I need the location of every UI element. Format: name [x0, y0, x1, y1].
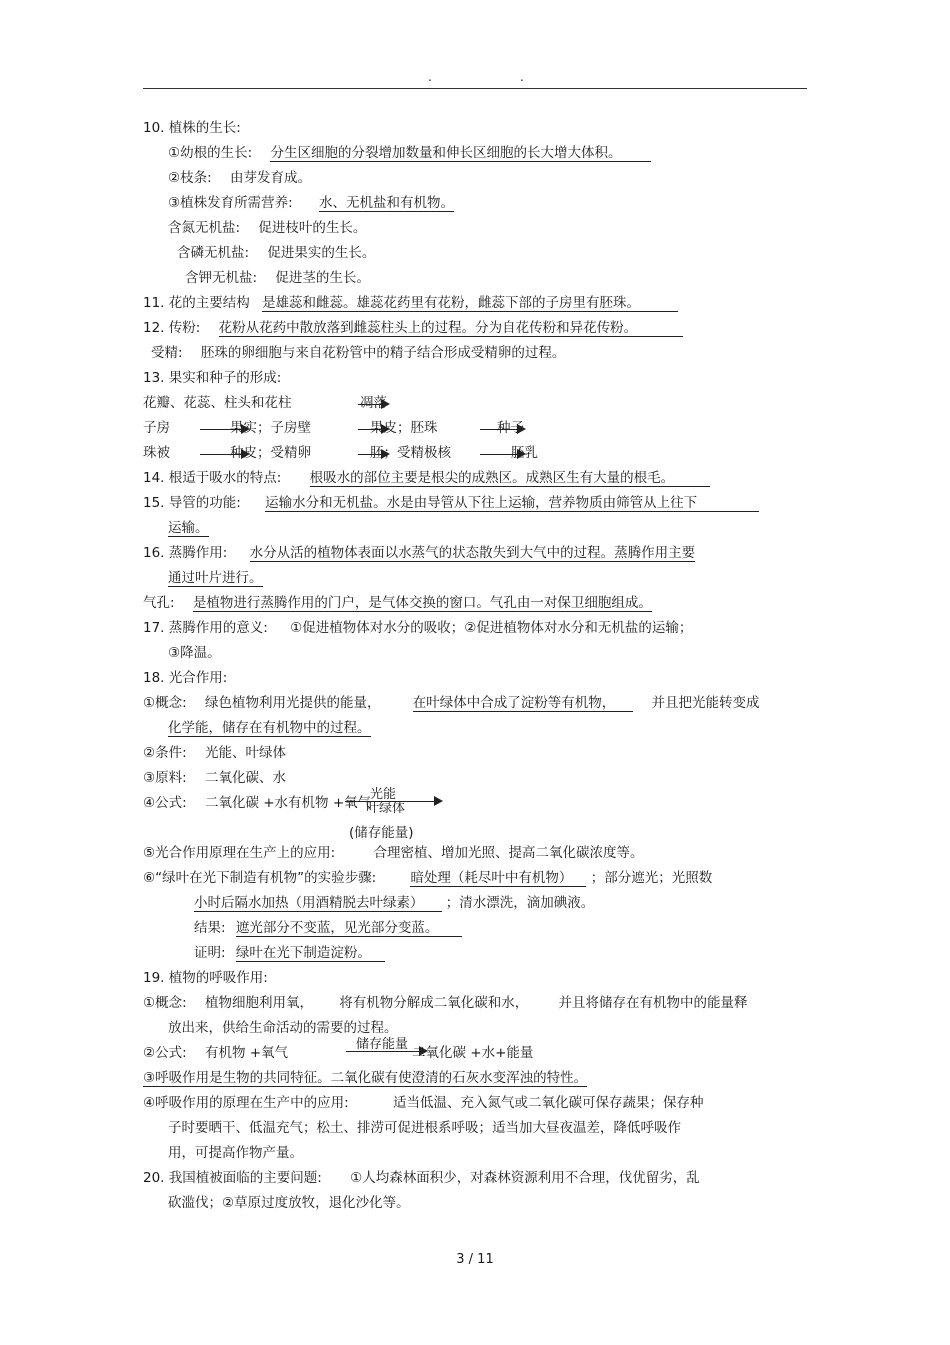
resp-application-cont-2: 用，可提高作物产量。: [168, 1145, 303, 1161]
stoma-line: [143, 594, 652, 612]
section-12-label: 12. 传粉:: [143, 320, 201, 336]
section-10-heading: 10. 植株的生长:: [143, 120, 241, 136]
ps-formula-text: 二氧化碳 +水有机物 +氧气: [204, 795, 372, 811]
page-number: 3 / 11: [456, 1252, 494, 1267]
branch-label: ②枝条:: [168, 170, 212, 186]
potassium-label: 含钾无机盐:: [185, 270, 258, 286]
section-11-label: 11. 花的主要结构: [143, 295, 250, 311]
phosphorus-line: [177, 244, 375, 262]
section-12-text: 花粉从花药中散放落到雌蕊柱头上的过程。分为自花传粉和异花传粉。: [219, 320, 684, 337]
ps-material-label: ③原料:: [143, 770, 187, 786]
resp-formula-label: ②公式:: [143, 1045, 187, 1061]
section-12-line: [143, 319, 683, 337]
resp-concept-label: ①概念:: [143, 995, 187, 1011]
section-11-text: 是雄蕊和雌蕊。雄蕊花药里有花粉，雌蕊下部的子房里有胚珠。: [262, 295, 678, 312]
branch-line: [168, 169, 311, 187]
formation-row-3-b: 种皮；受精卵: [230, 445, 311, 461]
section-11-line: [143, 294, 678, 312]
resp-formula-text-a: 有机物 +氧气: [204, 1045, 289, 1061]
formation-row-2-b: 果实；子房壁: [230, 420, 311, 436]
page-header-rule: [143, 70, 807, 89]
ps-concept-text-a: 绿色植物利用光提供的能量，: [204, 695, 381, 711]
ps-experiment-text-b: ；部分遮光；光照数: [590, 870, 713, 886]
ps-concept-text-c: 并且把光能转变成: [651, 695, 760, 711]
formation-row-2-c: 果皮；胚珠: [370, 420, 438, 436]
nutrition-label: ③植株发育所需营养:: [168, 195, 293, 211]
resp-application-line: [143, 1094, 703, 1112]
header-dot: .: [428, 70, 432, 84]
section-20-cont: 砍滥伐；②草原过度放牧，退化沙化等。: [168, 1195, 410, 1211]
ps-application-label: ⑤光合作用原理在生产上的应用:: [143, 845, 336, 861]
ps-formula-note: (储存能量): [349, 825, 414, 841]
ps-formula-label: ④公式:: [143, 795, 187, 811]
root-growth-text: 分生区细胞的分裂增加数量和伸长区细胞的长大增大体积。: [270, 145, 651, 162]
nutrition-text: 水、无机盐和有机物。: [318, 195, 454, 211]
section-15-cont-text: 运输。: [168, 520, 209, 536]
section-15-label: 15. 导管的功能:: [143, 495, 241, 511]
ps-concept-text-b: 在叶绿体中合成了淀粉等有机物，: [413, 695, 634, 712]
section-17-text: ①促进植物体对水分的吸收；②促进植物体对水分和无机盐的运输；: [290, 620, 693, 636]
section-16-cont: [168, 569, 263, 587]
ps-experiment-cont-a: 小时后隔水加热（用酒精脱去叶绿素）: [194, 895, 442, 912]
ps-result-label: 结果:: [194, 920, 226, 936]
ps-concept-cont: [168, 719, 371, 737]
section-17-line: [143, 619, 692, 637]
ps-formula-top: 光能: [370, 787, 397, 802]
resp-formula-text-b: 二氧化碳 +水+能量: [412, 1045, 534, 1061]
section-15-cont: [168, 519, 209, 537]
ps-result-text: 遮光部分不变蓝，见光部分变蓝。: [236, 920, 463, 937]
fertilization-line: [151, 344, 565, 362]
ps-application-text: 合理密植、增加光照、提高二氧化碳浓度等。: [373, 845, 644, 861]
ps-condition-line: [143, 744, 286, 762]
ps-experiment-text-a: 暗处理（耗尽叶中有机物）: [410, 870, 586, 887]
section-15-line: [143, 494, 759, 512]
fertilization-label: 受精:: [151, 345, 183, 361]
resp-concept-line: [143, 994, 748, 1012]
resp-concept-text-b: 将有机物分解成二氧化碳和水，: [339, 995, 529, 1011]
potassium-text: 促进茎的生长。: [275, 270, 370, 286]
section-14-label: 14. 根适于吸水的特点:: [143, 470, 282, 486]
nitrogen-text: 促进枝叶的生长。: [258, 220, 367, 236]
nitrogen-line: [168, 219, 366, 237]
ps-concept-label: ①概念:: [143, 695, 187, 711]
nitrogen-label: 含氮无机盐:: [168, 220, 241, 236]
section-19-heading: 19. 植物的呼吸作用:: [143, 970, 268, 986]
stoma-text: 是植物进行蒸腾作用的门户，是气体交换的窗口。气孔由一对保卫细胞组成。: [192, 595, 652, 611]
section-16-cont-text: 通过叶片进行。: [168, 570, 263, 586]
section-18-heading: 18. 光合作用:: [143, 670, 228, 686]
ps-formula-bottom: 叶绿体: [366, 801, 406, 816]
resp-feature-line: [143, 1069, 587, 1087]
root-growth-label: ①幼根的生长:: [168, 145, 253, 161]
section-16-line: [143, 544, 695, 562]
formation-row-3-d: 胚乳: [511, 445, 538, 461]
section-20-label: 20. 我国植被面临的主要问题:: [143, 1170, 322, 1186]
phosphorus-label: 含磷无机盐:: [177, 245, 250, 261]
ps-result-line: [194, 919, 462, 937]
resp-feature-text: ③呼吸作用是生物的共同特征。二氧化碳有使澄清的石灰水变浑浊的特性。: [143, 1070, 588, 1086]
formation-row-3-a: 珠被: [143, 445, 170, 461]
ps-material-text: 二氧化碳、水: [204, 770, 286, 786]
potassium-line: [185, 269, 370, 287]
resp-application-cont-1: 子时要晒干、低温充气；松土、排涝可促进根系呼吸；适当加大昼夜温差，降低呼吸作: [168, 1120, 681, 1136]
section-16-label: 16. 蒸腾作用:: [143, 545, 228, 561]
ps-formula-line: [143, 794, 371, 812]
formation-row-3-c: 胚；受精极核: [370, 445, 451, 461]
ps-application-line: [143, 844, 643, 862]
ps-condition-label: ②条件:: [143, 745, 187, 761]
ps-experiment-cont-b: ；清水漂洗，滴加碘液。: [445, 895, 595, 911]
phosphorus-text: 促进果实的生长。: [267, 245, 376, 261]
resp-concept-text-c: 并且将储存在有机物中的能量释: [558, 995, 748, 1011]
nutrition-line: [168, 194, 454, 212]
ps-proof-label: 证明:: [194, 945, 226, 961]
section-14-line: [143, 469, 710, 487]
ps-experiment-cont: [194, 894, 594, 912]
section-13-heading: 13. 果实和种子的形成:: [143, 370, 282, 386]
formation-row-2-a: 子房: [143, 420, 170, 436]
ps-material-line: [143, 769, 286, 787]
section-15-text: 运输水分和无机盐。水是由导管从下往上运输，营养物质由筛管从上往下: [265, 495, 759, 512]
resp-concept-cont: 放出来，供给生命活动的需要的过程。: [168, 1020, 398, 1036]
formation-row-1-left: 花瓣、花蕊、柱头和花柱: [143, 395, 292, 411]
header-dot: .: [520, 70, 524, 84]
section-20-line: [143, 1169, 700, 1187]
section-17-cont: ③降温。: [168, 645, 221, 661]
section-14-text: 根吸水的部位主要是根尖的成熟区。成熟区生有大量的根毛。: [310, 470, 711, 487]
formation-row-2-d: 种子: [497, 420, 524, 436]
root-growth-line: [168, 144, 651, 162]
formation-row-1-right: 凋落: [360, 395, 387, 411]
ps-proof-line: [194, 944, 385, 962]
fertilization-text: 胚珠的卵细胞与来自花粉管中的精子结合形成受精卵的过程。: [200, 345, 566, 361]
ps-proof-text: 绿叶在光下制造淀粉。: [236, 945, 385, 962]
resp-concept-text-a: 植物细胞利用氧，: [204, 995, 313, 1011]
ps-condition-text: 光能、叶绿体: [204, 745, 286, 761]
ps-experiment-line: [143, 869, 712, 887]
resp-formula-top: 储存能量: [356, 1037, 409, 1052]
branch-text: 由芽发育成。: [229, 170, 311, 186]
section-20-text: ①人均森林面积少，对森林资源利用不合理，伐优留劣，乱: [350, 1170, 700, 1186]
ps-concept-line: [143, 694, 760, 712]
resp-application-text: 适当低温、充入氮气或二氧化碳可保存蔬果；保存种: [392, 1095, 704, 1111]
resp-application-label: ④呼吸作用的原理在生产中的应用:: [143, 1095, 349, 1111]
resp-formula-line: [143, 1044, 288, 1062]
stoma-label: 气孔:: [143, 595, 175, 611]
ps-concept-cont-text: 化学能，储存在有机物中的过程。: [168, 720, 371, 736]
section-17-label: 17. 蒸腾作用的意义:: [143, 620, 268, 636]
arrow-icon: [358, 404, 388, 405]
ps-experiment-label: ⑥“绿叶在光下制造有机物”的实验步骤:: [143, 870, 377, 886]
section-16-text: 水分从活的植物体表面以水蒸气的状态散失到大气中的过程。蒸腾作用主要: [249, 545, 696, 561]
